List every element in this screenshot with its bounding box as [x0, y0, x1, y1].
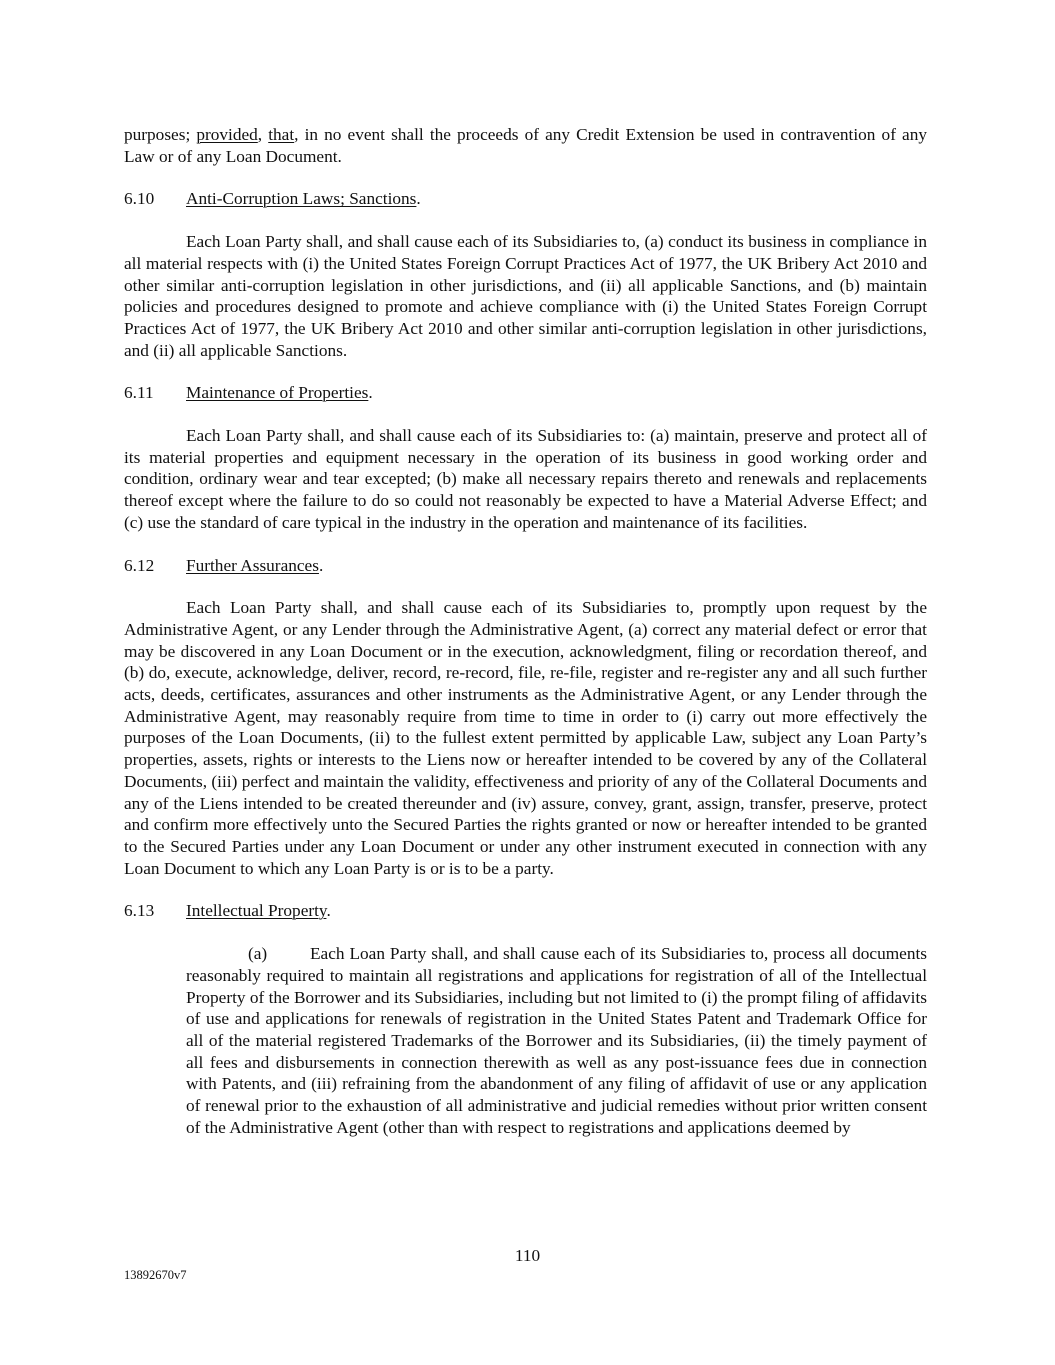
page-number: 110: [514, 1246, 541, 1265]
section-number: 6.12: [124, 555, 155, 575]
subsection-6-13-a: [186, 943, 927, 1138]
section-heading-6-11: 6.11 Maintenance of Properties.: [124, 383, 373, 403]
intro-text-end: , in no event shall the proceeds of any Credit Extension be used in contravention of any Law or of any Loan Document.: [124, 125, 928, 166]
section-heading-6-10: 6.10 Anti-Corruption Laws; Sanctions.: [124, 189, 421, 209]
section-heading-6-12: 6.12 Further Assurances.: [124, 555, 324, 575]
section-body-6-10: Each Loan Party shall, and shall cause each of its Subsidiaries to, (a) conduct its business in compliance in all material respects with (i) the United States Foreign Corrupt Practices Act of 1977, the UK Bribery Act 2010 and other similar anti-corruption legislation in other jurisdictions, and (ii) all applicable Sanctions, and (b) maintain policies and procedures designed to promote and achieve compliance with (i) the United States Foreign Corrupt Practices Act of 1977, the UK Bribery Act 2010 and other similar anti-corruption legislation in other jurisdictions, and (ii) all applicable Sanctions.: [124, 232, 927, 360]
intro-text: purposes;: [124, 125, 197, 144]
section-body-6-12: Each Loan Party shall, and shall cause each of its Subsidiaries to, promptly upon request by the Administrative Agent, or any Lender through the Administrative Agent, (a) correct any material defect or error that may be discovered in any Loan Document or in the execution, acknowledgment, filing or recordation thereof, and (b) do, execute, acknowledge, deliver, record, re-record, file, re-file, register and re-register any and all such further acts, deeds, certificates, assurances and other instruments as the Administrative Agent, or any Lender through the Administrative Agent, may reasonably require from time to time in order to (i) carry out more effectively the purposes of the Loan Documents, (ii) to the fullest extent permitted by applicable Law, subject any Loan Party’s properties, assets, rights or interests to the Liens now or hereafter intended to be covered by any of the Collateral Documents, (iii) perfect and maintain the validity, effectiveness and priority of any of the Collateral Documents and any of the Liens intended to be created thereunder and (iv) assure, convey, grant, assign, transfer, preserve, protect and confirm more effectively unto the Secured Parties the rights granted or now or hereafter intended to be granted to the Secured Parties under any Loan Document or under any other instrument executed in connection with any Loan Document to which any Loan Party is or is to be a party.: [124, 598, 927, 878]
section-heading-6-13: 6.13 Intellectual Property.: [124, 901, 331, 921]
that-term: that: [268, 125, 295, 144]
section-title: Anti-Corruption Laws; Sanctions: [186, 189, 417, 209]
subsection-body: Each Loan Party shall, and shall cause each of its Subsidiaries to, process all documents reasonably required to maintain all registrations and applications for registration of all of the Intellectual Property of the Borrower and its Subsidiaries, including but not limited to (i) the prompt filing of affidavits of use and applications for renewals of registration in the United States Patent and Trademark Office for all of the material registered Trademarks of the Borrower and its Subsidiaries, (ii) the timely payment of all fees and disbursements in connection therewith as well as any post-issuance fees due in connection with Patents, and (iii) refraining from the abandonment of any filing of affidavit of use or any application of renewal prior to the exhaustion of all administrative and judicial remedies without prior written consent of the Administrative Agent (other than with respect to registrations and applications deemed by: [186, 944, 927, 1137]
intro-comma: ,: [257, 125, 269, 144]
section-title: Intellectual Property: [186, 901, 327, 921]
section-title: Maintenance of Properties: [186, 383, 369, 403]
section-body-6-11: Each Loan Party shall, and shall cause each of its Subsidiaries to: (a) maintain, preserve and protect all of its material properties and equipment necessary in the operation of its business in good working order and condition, ordinary wear and tear excepted; (b) make all necessary repairs thereto and renewals and replacements thereof except where the failure to do so could not reasonably be expected to have a Material Adverse Effect; and (c) use the standard of care typical in the industry in the operation and maintenance of its facilities.: [124, 426, 927, 532]
section-title: Further Assurances: [186, 555, 319, 575]
provided-term: provided: [196, 125, 258, 144]
document-page: [124, 124, 927, 1138]
document-id: 13892670v7: [124, 1268, 187, 1282]
section-number: 6.11: [124, 383, 154, 403]
subsection-label: (a): [248, 944, 268, 964]
section-number: 6.13: [124, 901, 155, 921]
section-number: 6.10: [124, 189, 155, 209]
intro-paragraph: [124, 124, 927, 167]
